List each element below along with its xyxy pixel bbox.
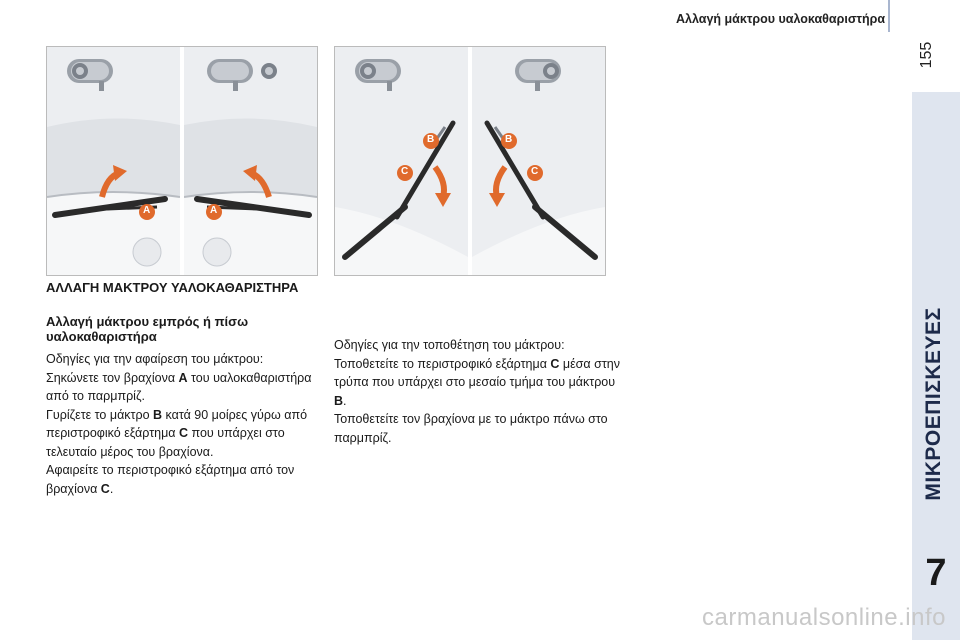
figure-divider-2 <box>468 47 472 275</box>
install-instructions <box>334 336 624 447</box>
header-rule <box>888 0 890 32</box>
chapter-title: ΜΙΚΡΟΕΠΙΣΚΕΥΕΣ <box>922 307 945 501</box>
watermark: carmanualsonline.info <box>702 604 946 631</box>
section-title: ΑΛΛΑΓΗ ΜΑΚΤΡΟΥ ΥΑΛΟΚΑΘΑΡΙΣΤΗΡΑ <box>46 280 299 295</box>
running-header: Αλλαγή μάκτρου υαλοκαθαριστήρα <box>676 12 885 26</box>
install-intro: Οδηγίες για την τοποθέτηση του μάκτρου: <box>334 338 565 352</box>
page-number: 155 <box>918 41 935 69</box>
figure-rotate-blade <box>334 46 606 276</box>
removal-step-1: Σηκώνετε τον βραχίονα A του υαλοκαθαριστήρα από το παρμπρίζ. <box>46 370 312 403</box>
install-step-1: Τοποθετείτε το περιστροφικό εξάρτημα C μέσα στην τρύπα που υπάρχει στο μεσαίο τμήμα του μάκτρου B. <box>334 356 620 408</box>
removal-step-2: Γυρίζετε το μάκτρο B κατά 90 μοίρες γύρω από περιστροφικό εξάρτημα C που υπάρχει στο τελευταίο μέρος του βραχίονα. <box>46 407 308 459</box>
figure-lift-wiper-arm <box>46 46 318 276</box>
figure-divider <box>180 47 184 275</box>
figure-label-c-right: C <box>531 166 539 177</box>
figure-label-c: C <box>401 166 409 177</box>
figure-label-a: A <box>143 205 151 216</box>
subsection-title: Αλλαγή μάκτρου εμπρός ή πίσω υαλοκαθαριστήρα <box>46 314 249 344</box>
chapter-number: 7 <box>925 552 947 594</box>
removal-intro: Οδηγίες για την αφαίρεση του μάκτρου: <box>46 352 264 366</box>
removal-instructions <box>46 350 331 498</box>
chapter-tab <box>912 92 960 640</box>
figure-label-a-right: A <box>210 205 218 216</box>
figure-label-b-right: B <box>505 134 513 145</box>
removal-step-3: Αφαιρείτε το περιστροφικό εξάρτημα από τον βραχίονα C. <box>46 463 295 496</box>
figure-label-b: B <box>427 134 435 145</box>
install-step-2: Τοποθετείτε τον βραχίονα με το μάκτρο πάνω στο παρμπρίζ. <box>334 412 608 445</box>
